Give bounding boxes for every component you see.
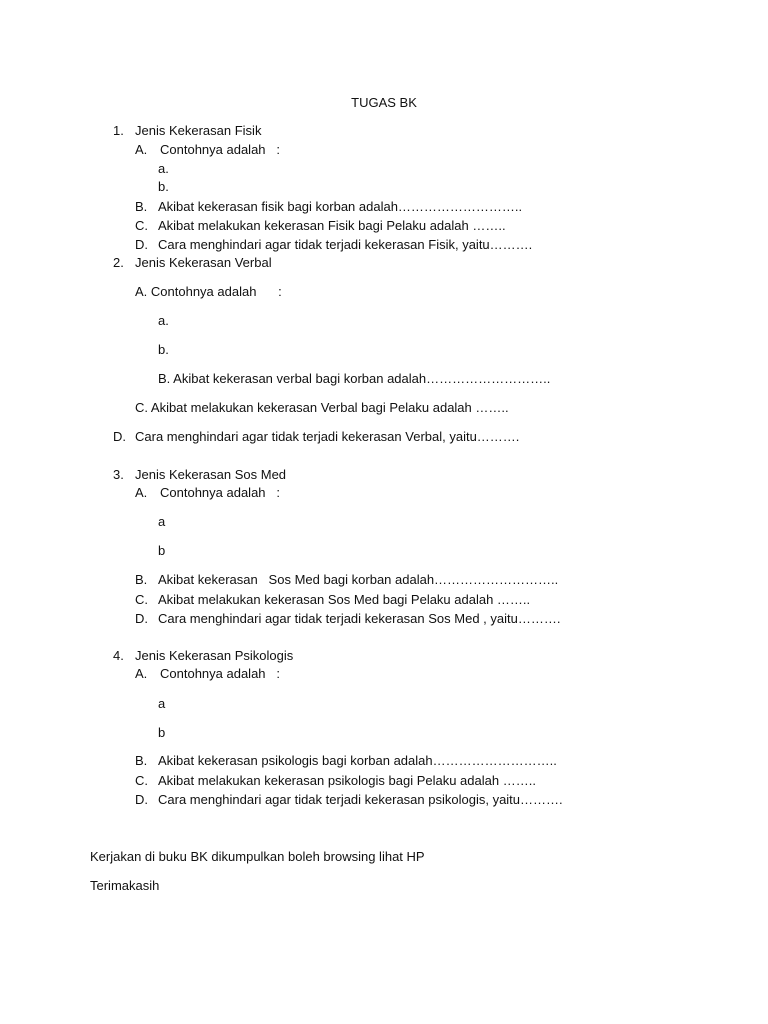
item-1-a-text: Contohnya adalah : [160,142,280,157]
item-4-sub-b: b [158,725,166,740]
item-4-number: 4. [113,648,124,663]
item-4-c-text: Akibat melakukan kekerasan psikologis bagi Pelaku adalah …….. [158,773,536,788]
item-2-c-line: C. Akibat melakukan kekerasan Verbal bagi Pelaku adalah …….. [135,400,509,415]
item-4-d-marker: D. [135,792,148,807]
item-2-sub-a: a. [158,313,169,328]
item-1-heading: Jenis Kekerasan Fisik [135,123,262,138]
item-2-sub-b: b. [158,342,169,357]
item-3-sub-a: a [158,514,166,529]
item-3-sub-b: b [158,543,166,558]
item-1-sub-b: b. [158,179,169,194]
item-3-number: 3. [113,467,124,482]
instruction-text: Kerjakan di buku BK dikumpulkan boleh browsing lihat HP [90,849,425,864]
item-3-c-text: Akibat melakukan kekerasan Sos Med bagi Pelaku adalah …….. [158,592,531,607]
item-4-b-text: Akibat kekerasan psikologis bagi korban adalah……………………….. [158,753,557,768]
item-4-a-marker: A. [135,666,148,681]
item-3-b-marker: B. [135,572,148,587]
item-1-d-text: Cara menghindari agar tidak terjadi kekerasan Fisik, yaitu………. [158,237,533,252]
item-2-a-line: A. Contohnya adalah : [135,284,282,299]
item-3-a-marker: A. [135,485,148,500]
item-1-sub-a: a. [158,161,169,176]
item-4-d-text: Cara menghindari agar tidak terjadi kekerasan psikologis, yaitu………. [158,792,563,807]
item-3-heading: Jenis Kekerasan Sos Med [135,467,287,482]
closing-text: Terimakasih [90,878,160,893]
item-2-heading: Jenis Kekerasan Verbal [135,255,272,270]
item-3-b-text: Akibat kekerasan Sos Med bagi korban adalah……………………….. [158,572,559,587]
item-3-d-text: Cara menghindari agar tidak terjadi kekerasan Sos Med , yaitu………. [158,611,561,626]
item-2-b-line: B. Akibat kekerasan verbal bagi korban adalah……………………….. [158,371,551,386]
item-1-d-marker: D. [135,237,148,252]
item-1-a-marker: A. [135,142,148,157]
item-1-b-text: Akibat kekerasan fisik bagi korban adalah……………………….. [158,199,523,214]
item-4-b-marker: B. [135,753,148,768]
item-4-heading: Jenis Kekerasan Psikologis [135,648,294,663]
item-1-b-marker: B. [135,199,148,214]
item-4-c-marker: C. [135,773,148,788]
item-2-number: 2. [113,255,124,270]
item-1-number: 1. [113,123,124,138]
item-2-d-marker: D. [113,429,126,444]
item-1-c-marker: C. [135,218,148,233]
item-2-d-text: Cara menghindari agar tidak terjadi kekerasan Verbal, yaitu………. [135,429,520,444]
item-4-a-text: Contohnya adalah : [160,666,280,681]
item-1-c-text: Akibat melakukan kekerasan Fisik bagi Pelaku adalah …….. [158,218,506,233]
item-3-a-text: Contohnya adalah : [160,485,280,500]
item-4-sub-a: a [158,696,166,711]
item-3-d-marker: D. [135,611,148,626]
page-title: TUGAS BK [351,95,417,110]
item-3-c-marker: C. [135,592,148,607]
